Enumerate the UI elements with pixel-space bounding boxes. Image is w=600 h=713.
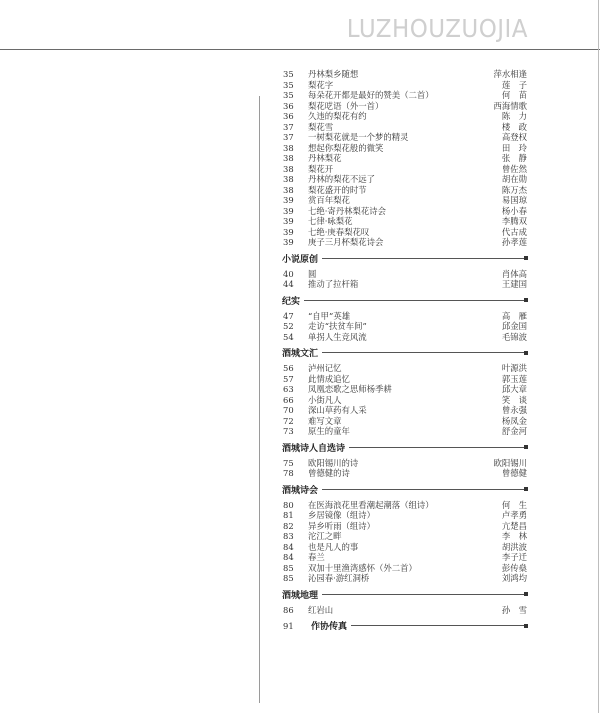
entry-title: 丹林的梨花不远了 bbox=[308, 174, 375, 184]
entry-page-number: 73 bbox=[283, 426, 294, 436]
entry-page-number: 84 bbox=[283, 552, 294, 562]
toc-entry[interactable] bbox=[279, 69, 527, 80]
entry-page-number: 86 bbox=[283, 604, 294, 615]
entry-title: 梨花字 bbox=[308, 79, 334, 90]
entry-page-number: 39 bbox=[283, 237, 294, 247]
entry-title: 曾德健的诗 bbox=[308, 468, 350, 478]
entry-page-number: 66 bbox=[283, 394, 294, 405]
toc-entry[interactable] bbox=[279, 510, 527, 521]
entry-author: 邱金国 bbox=[501, 321, 527, 331]
entry-author: 卢孝勇 bbox=[501, 510, 527, 520]
entry-title: 梨花盛开的时节 bbox=[308, 184, 367, 195]
entry-page-number: 47 bbox=[283, 310, 294, 321]
entry-title: 双加十里渔湾感怀（外二首） bbox=[308, 562, 417, 573]
entry-author: 萍水相逢 bbox=[493, 69, 527, 79]
toc-entry[interactable] bbox=[279, 405, 527, 416]
entry-author: 高 雁 bbox=[501, 310, 527, 321]
toc-entry[interactable] bbox=[279, 500, 527, 511]
entry-page-number: 80 bbox=[283, 499, 294, 510]
entry-page-number: 36 bbox=[283, 100, 294, 111]
entry-page-number: 85 bbox=[283, 573, 294, 583]
entry-page-number: 70 bbox=[283, 405, 294, 415]
section-rule bbox=[322, 352, 527, 353]
section-rule bbox=[322, 258, 527, 259]
entry-author: 代古成 bbox=[501, 226, 527, 237]
entry-page-number: 38 bbox=[283, 184, 294, 195]
entry-author: 曾永强 bbox=[501, 405, 527, 415]
toc-entry[interactable] bbox=[279, 227, 527, 238]
entry-author: 田 玲 bbox=[501, 142, 527, 153]
entry-author: 郭玉莲 bbox=[501, 373, 527, 384]
entry-title: 异乡听雨（组诗） bbox=[308, 520, 375, 531]
entry-title: 一树梨花就是一个梦的精灵 bbox=[308, 132, 409, 142]
entry-title: 乡居镜像（组诗） bbox=[308, 510, 375, 520]
entry-title: 久违的梨花有约 bbox=[308, 111, 367, 121]
entry-author: 舒金河 bbox=[501, 426, 527, 436]
section-rule bbox=[304, 300, 527, 301]
entry-author: 欧阳锡川 bbox=[493, 457, 527, 468]
entry-title: 沱江之畔 bbox=[308, 531, 342, 541]
entry-title: 梨花开 bbox=[308, 163, 334, 174]
section-title: 小说原创 bbox=[282, 254, 319, 265]
entry-title: 丹林梨花 bbox=[308, 153, 342, 163]
entry-title: 走访“扶贫车间” bbox=[308, 321, 367, 331]
toc-entry[interactable] bbox=[279, 122, 527, 133]
toc-entry[interactable] bbox=[279, 531, 527, 542]
section-title: 纪实 bbox=[282, 296, 301, 307]
entry-author: 笑 谈 bbox=[501, 394, 527, 405]
entry-author: 曾德健 bbox=[501, 468, 527, 478]
entry-title: 七绝·寄丹林梨花诗会 bbox=[308, 205, 387, 216]
section-header bbox=[279, 346, 527, 359]
entry-author: 何 苗 bbox=[501, 90, 527, 100]
entry-page-number: 44 bbox=[283, 279, 294, 289]
entry-author: 西海情歌 bbox=[493, 100, 527, 111]
entry-page-number: 63 bbox=[283, 384, 294, 394]
entry-author: 张 静 bbox=[501, 153, 527, 163]
toc-entry[interactable] bbox=[279, 542, 527, 553]
entry-title: 七绝·庚春梨花叹 bbox=[308, 226, 370, 237]
section-header bbox=[279, 441, 527, 454]
entry-page-number: 84 bbox=[283, 541, 294, 552]
entry-author: 李子迁 bbox=[501, 552, 527, 562]
entry-title: 七律·咏梨花 bbox=[308, 216, 353, 226]
toc-entry[interactable] bbox=[279, 416, 527, 427]
toc-entry[interactable] bbox=[279, 573, 527, 584]
toc-entry[interactable] bbox=[279, 206, 527, 217]
entry-title: 原生的童年 bbox=[308, 426, 350, 436]
entry-title: 想起你梨花般的微笑 bbox=[308, 142, 384, 153]
toc-entry[interactable] bbox=[279, 384, 527, 395]
entry-page-number: 57 bbox=[283, 373, 294, 384]
entry-author: 邱大章 bbox=[501, 384, 527, 394]
section-title: 酒城地理 bbox=[282, 590, 319, 601]
entry-author: 孙 雪 bbox=[501, 604, 527, 615]
entry-title: 也是凡人的事 bbox=[308, 541, 359, 552]
entry-author: 陈万杰 bbox=[501, 184, 527, 195]
entry-title: 凤凰恋歌之思师杨季耕 bbox=[308, 384, 392, 394]
toc-entry[interactable] bbox=[279, 468, 527, 479]
section-rule bbox=[322, 594, 527, 595]
magazine-title: LUZHOUZUOJIA bbox=[346, 14, 528, 43]
entry-author: 王建国 bbox=[501, 279, 527, 289]
entry-page-number: 35 bbox=[283, 79, 294, 90]
header-divider bbox=[0, 49, 600, 50]
section-header bbox=[279, 588, 527, 601]
toc-entry[interactable] bbox=[279, 363, 527, 374]
entry-author: 陈 力 bbox=[501, 111, 527, 121]
toc-entry[interactable] bbox=[279, 216, 527, 227]
page-edge-line bbox=[598, 0, 599, 713]
toc-entry[interactable] bbox=[279, 426, 527, 437]
entry-author: 彭传燊 bbox=[501, 562, 527, 573]
toc-entry[interactable] bbox=[279, 552, 527, 563]
toc-entry[interactable] bbox=[279, 521, 527, 532]
entry-page-number: 39 bbox=[283, 226, 294, 237]
section-title: 酒城文汇 bbox=[282, 349, 319, 359]
toc-entry[interactable] bbox=[279, 605, 527, 616]
toc-vertical-rule bbox=[259, 96, 260, 703]
entry-page-number: 38 bbox=[283, 174, 294, 184]
entry-page-number: 39 bbox=[283, 195, 294, 205]
entry-title: 梨花雪 bbox=[308, 121, 334, 132]
section-header bbox=[279, 252, 527, 265]
entry-title: 欧阳锡川的诗 bbox=[308, 457, 359, 468]
entry-author: 杨小春 bbox=[501, 205, 527, 216]
toc-entry[interactable] bbox=[279, 132, 527, 143]
toc-entry[interactable] bbox=[279, 237, 527, 248]
section-rule bbox=[322, 489, 527, 490]
entry-page-number: 72 bbox=[283, 415, 294, 426]
entry-title: 此情成追忆 bbox=[308, 373, 350, 384]
entry-page-number: 38 bbox=[283, 163, 294, 174]
entry-author: 高登权 bbox=[501, 132, 527, 142]
entry-author: 孙孝莲 bbox=[501, 237, 527, 247]
toc-entry[interactable] bbox=[279, 101, 527, 112]
entry-page-number: 38 bbox=[283, 142, 294, 153]
entry-page-number: 39 bbox=[283, 205, 294, 216]
toc-entry[interactable] bbox=[279, 185, 527, 196]
toc-entry[interactable] bbox=[279, 143, 527, 154]
toc-entry[interactable] bbox=[279, 111, 527, 122]
entry-page-number: 56 bbox=[283, 363, 294, 373]
section-page-number: 91 bbox=[283, 620, 294, 631]
entry-author: 肖体高 bbox=[501, 268, 527, 279]
entry-author: 莲 子 bbox=[501, 79, 527, 90]
section-header bbox=[279, 619, 527, 632]
toc-entry[interactable] bbox=[279, 332, 527, 343]
entry-author: 胡在勋 bbox=[501, 174, 527, 184]
toc-entry[interactable] bbox=[279, 80, 527, 91]
entry-title: “自甲”英雄 bbox=[308, 310, 351, 321]
toc-entry[interactable] bbox=[279, 374, 527, 385]
entry-author: 杨凤金 bbox=[501, 415, 527, 426]
section-rule bbox=[351, 625, 527, 626]
entry-page-number: 39 bbox=[283, 216, 294, 226]
entry-author: 叶源洪 bbox=[501, 363, 527, 373]
entry-title: 庚子三月杯梨花诗会 bbox=[308, 237, 384, 247]
entry-title: 泸州记忆 bbox=[308, 363, 342, 373]
toc-entry[interactable] bbox=[279, 311, 527, 322]
entry-title: 丹林梨乡随想 bbox=[308, 69, 359, 79]
entry-page-number: 75 bbox=[283, 457, 294, 468]
toc-entry[interactable] bbox=[279, 395, 527, 406]
section-title: 酒城诗会 bbox=[282, 485, 319, 496]
entry-page-number: 82 bbox=[283, 520, 294, 531]
entry-page-number: 36 bbox=[283, 111, 294, 121]
entry-page-number: 85 bbox=[283, 562, 294, 573]
entry-page-number: 37 bbox=[283, 132, 294, 142]
masthead bbox=[0, 0, 600, 52]
entry-title: 赏百年梨花 bbox=[308, 195, 350, 205]
section-header bbox=[279, 294, 527, 307]
entry-page-number: 35 bbox=[283, 90, 294, 100]
entry-author: 亢楚昌 bbox=[501, 520, 527, 531]
toc-entry[interactable] bbox=[279, 164, 527, 175]
toc-entry[interactable] bbox=[279, 563, 527, 574]
entry-title: 红岩山 bbox=[308, 604, 334, 615]
entry-page-number: 40 bbox=[283, 268, 294, 279]
entry-title: 圆 bbox=[308, 268, 317, 279]
entry-author: 易国琼 bbox=[501, 195, 527, 205]
section-title: 作协传真 bbox=[311, 622, 348, 632]
toc-entry[interactable] bbox=[279, 321, 527, 332]
entry-page-number: 81 bbox=[283, 510, 294, 520]
toc-entry[interactable] bbox=[279, 90, 527, 101]
toc-entry[interactable] bbox=[279, 153, 527, 164]
section-header bbox=[279, 483, 527, 496]
entry-page-number: 35 bbox=[283, 69, 294, 79]
entry-author: 楼 政 bbox=[501, 121, 527, 132]
table-of-contents bbox=[279, 69, 527, 636]
entry-title: 春兰 bbox=[308, 552, 325, 562]
entry-author: 刘鸿均 bbox=[501, 573, 527, 583]
section-title: 酒城诗人自选诗 bbox=[282, 443, 346, 454]
toc-entry[interactable] bbox=[279, 174, 527, 185]
entry-page-number: 83 bbox=[283, 531, 294, 541]
entry-author: 毛锦波 bbox=[501, 331, 527, 342]
entry-title: 小街凡人 bbox=[308, 394, 342, 405]
toc-entry[interactable] bbox=[279, 279, 527, 290]
entry-page-number: 37 bbox=[283, 121, 294, 132]
entry-title: 每朵花开都是最好的赞美（二首） bbox=[308, 90, 434, 100]
entry-author: 曾佐然 bbox=[501, 163, 527, 174]
toc-entry[interactable] bbox=[279, 458, 527, 469]
entry-title: 单拐人生竞风流 bbox=[308, 331, 367, 342]
entry-page-number: 38 bbox=[283, 153, 294, 163]
entry-page-number: 54 bbox=[283, 331, 294, 342]
entry-page-number: 52 bbox=[283, 321, 294, 331]
entry-title: 沁园春·游红洞桥 bbox=[308, 573, 370, 583]
entry-author: 何 生 bbox=[501, 499, 527, 510]
entry-title: 在医海浪花里看潮起潮落（组诗） bbox=[308, 499, 434, 510]
entry-author: 李 林 bbox=[501, 531, 527, 541]
entry-title: 梨花呓语（外一首） bbox=[308, 100, 384, 111]
entry-author: 李腾双 bbox=[501, 216, 527, 226]
section-rule bbox=[349, 447, 527, 448]
toc-entry[interactable] bbox=[279, 195, 527, 206]
entry-title: 难写文章 bbox=[308, 415, 342, 426]
entry-page-number: 78 bbox=[283, 468, 294, 478]
entry-title: 深山草药有人采 bbox=[308, 405, 367, 415]
entry-author: 胡洪波 bbox=[501, 541, 527, 552]
entry-title: 推动了拉杆箱 bbox=[308, 279, 359, 289]
toc-entry[interactable] bbox=[279, 269, 527, 280]
